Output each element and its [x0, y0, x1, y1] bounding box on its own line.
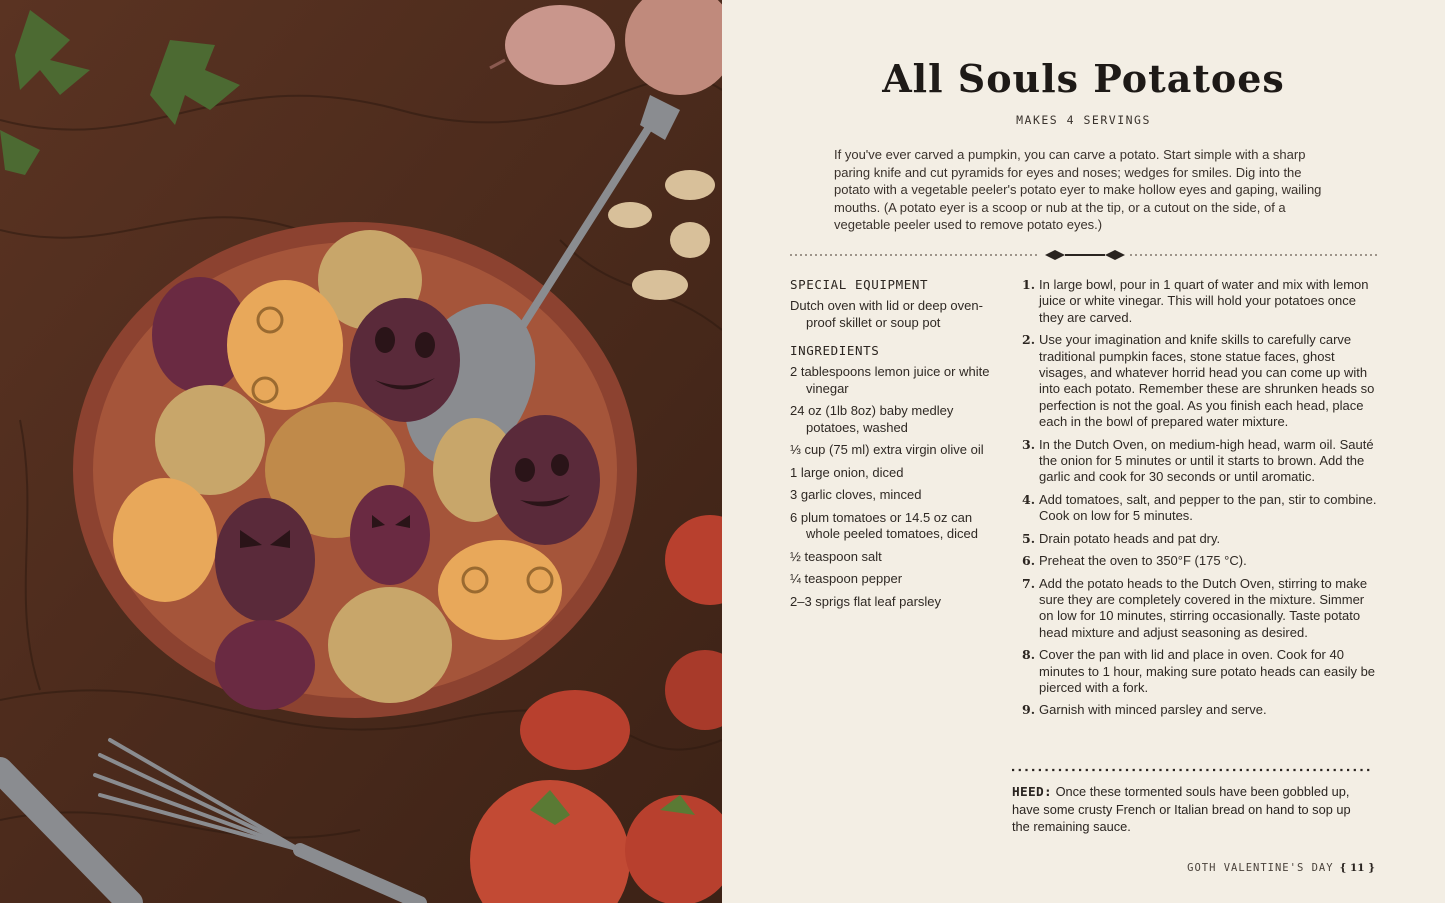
step-number: 1. [1022, 277, 1036, 292]
book-title: GOTH VALENTINE'S DAY [1187, 862, 1334, 874]
heed-label: HEED: [1012, 785, 1053, 800]
heed-note [1012, 783, 1357, 835]
page-footer [1187, 862, 1375, 874]
step-text: Add the potato heads to the Dutch Oven, stirring to make sure they are completely covered in the mixture. Simmer on low for 10 minutes, stirring occasionally. Taste potato head mixture and adjust seasoning as desired. [1039, 575, 1368, 640]
step-text: In large bowl, pour in 1 quart of water and mix with lemon juice or white vinegar. This will hold your potatoes once they are carved. [1039, 277, 1369, 325]
step-text: Garnish with minced parsley and serve. [1039, 702, 1267, 718]
step [1022, 492, 1382, 525]
ingredient-item: 24 oz (1lb 8oz) baby medley potatoes, washed [790, 403, 954, 435]
equipment-item: Dutch oven with lid or deep oven-proof skillet or soup pot [790, 298, 983, 330]
equipment-ingredients-column [790, 277, 1002, 616]
dotted-divider [1012, 768, 1372, 772]
step [1022, 553, 1382, 569]
recipe-intro: If you've ever carved a pumpkin, you can carve a potato. Start simple with a sharp paring knife and cut pyramids for eyes and noses; wedges for smiles. Dig into the potato with a vegetable peeler's potato eyer to make hollow eyes and gaping, wailing mouths. (A potato eyer is a scoop or nub at the tip, or a cutout on the side, of a vegetable peeler used to remove potato eyes.) [834, 147, 1322, 233]
ingredient-item: 3 garlic cloves, minced [790, 487, 922, 502]
recipe-title: All Souls Potatoes [882, 56, 1285, 101]
step-text: Cover the pan with lid and place in oven. Cook for 40 minutes to 1 hour, making sure potato heads can easily be pierced with a fork. [1039, 647, 1376, 695]
ingredient-item: 2–3 sprigs flat leaf parsley [790, 593, 942, 609]
step-text: Use your imagination and knife skills to carefully carve traditional pumpkin faces, stone statue faces, ghost visages, and whatever horrid head you can come up with into each potato. Remember these are shrunken heads so perfection is not the goal. As you finish each head, place each in the bowl of prepared water mixture. [1039, 332, 1375, 430]
step-number: 9. [1022, 702, 1036, 718]
heed-text: Once these tormented souls have been gobbled up, have some crusty French or Italian bread on hand to sop up the remaining sauce. [1012, 784, 1351, 834]
step [1022, 332, 1382, 430]
step-number: 8. [1022, 647, 1036, 663]
step [1022, 576, 1382, 642]
step [1022, 437, 1382, 486]
step-number: 2. [1022, 332, 1036, 348]
step-text: Drain potato heads and pat dry. [1039, 530, 1221, 546]
step [1022, 647, 1382, 696]
servings-label: MAKES 4 SERVINGS [1016, 113, 1151, 127]
ingredient-item: ½ teaspoon salt [790, 548, 882, 564]
step-text: In the Dutch Oven, on medium-high head, warm oil. Sauté the onion for 5 minutes or until it starts to brown. Add the garlic and cook for 30 seconds or until aromatic. [1039, 436, 1374, 485]
ingredient-item: 1 large onion, diced [790, 464, 904, 480]
ingredient-item: 6 plum tomatoes or 14.5 oz can whole peeled tomatoes, diced [790, 509, 979, 541]
page-number: { 11 } [1339, 862, 1375, 874]
steps-column [1022, 277, 1382, 725]
ingredients-heading: INGREDIENTS [790, 343, 880, 358]
recipe-illustration [0, 0, 722, 903]
step-number: 7. [1022, 575, 1036, 591]
ingredient-item: ¼ teaspoon pepper [790, 571, 903, 586]
step-number: 3. [1022, 436, 1036, 452]
step-number: 5. [1022, 530, 1036, 546]
recipe-page [722, 0, 1445, 903]
ingredient-item: ⅓ cup (75 ml) extra virgin olive oil [790, 442, 984, 457]
step [1022, 277, 1382, 326]
step-number: 4. [1022, 491, 1036, 507]
step [1022, 702, 1382, 718]
step-number: 6. [1022, 553, 1036, 569]
ingredient-item: 2 tablespoons lemon juice or white vinegar [790, 364, 990, 396]
equipment-heading: SPECIAL EQUIPMENT [790, 277, 929, 292]
step [1022, 531, 1382, 547]
step-text: Add tomatoes, salt, and pepper to the pan, stir to combine. Cook on low for 5 minutes. [1039, 491, 1377, 524]
ornamental-divider [790, 248, 1380, 262]
potato-bowl-illustration [0, 0, 722, 903]
step-text: Preheat the oven to 350°F (175 °C). [1039, 553, 1247, 569]
